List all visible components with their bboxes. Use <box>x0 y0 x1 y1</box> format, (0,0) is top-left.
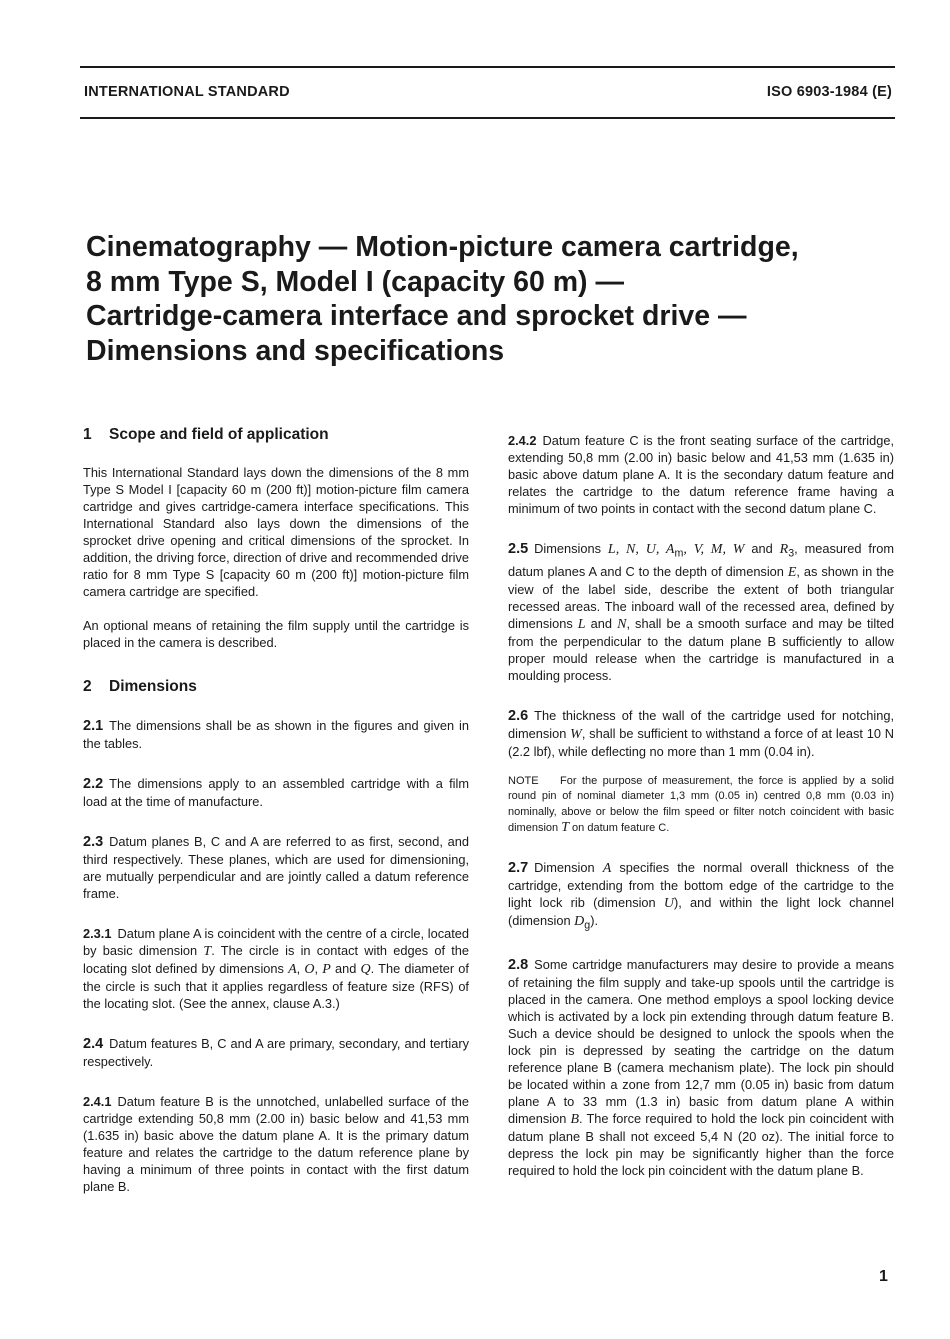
clause-2-5: 2.5 Dimensions L, N, U, $A_m$, V, M, W and $R_3$, measured from datum planes A and C to the depth of dimension E, as shown in the view of the label side, describe the extent of both triangular recessed areas. The inboard wall of the recessed area, defined by dimensions L and N, shall be a smooth surface and may be tilted from the perpendicular to the datum plane B sufficiently to allow proper mould release when the cartridge is manufactured in a moulding process. <box>508 541 894 683</box>
section-1-paragraph: This International Standard lays down the dimensions of the 8 mm Type S Model I [capacity 60 m (200 ft)] motion-picture film camera cartridge and gives cartridge-camera interface specifications. This International Standard also lays down the dimensions of the sprocket drive opening and critical dimensions of the sprocket. In addition, the driving force, direction of drive and recommended drive ratio for 8 mm Type S [capacity 60 m (200 ft)] motion-picture film camera cartridge are specified. <box>83 465 469 599</box>
left-column <box>83 425 469 1195</box>
page-number: 1 <box>879 1268 888 1285</box>
clause-2-7: 2.7 Dimension A specifies the normal overall thickness of the cartridge, extending from the bottom edge of the cartridge to the light lock rib (dimension U), and within the light lock channel (dimension $D_g$). <box>508 859 894 932</box>
title-line: 8 mm Type S, Model I (capacity 60 m) — <box>86 265 624 298</box>
clause-2-1: 2.1 The dimensions shall be as shown in the figures and given in the tables. <box>83 718 469 751</box>
clause-2-6: 2.6 The thickness of the wall of the cartridge used for notching, dimension W, shall be sufficient to withstand a force of at least 10 N (2.2 lbf), while deflecting no more than 1 mm (0.04 in). <box>508 707 894 759</box>
clause-2-3: 2.3 Datum planes B, C and A are referred to as first, second, and third respectively. These planes, which are used for dimensioning, are mutually perpendicular and are jointly called a datum reference frame. <box>83 834 469 901</box>
clause-2-4: 2.4 Datum features B, C and A are primary, secondary, and tertiary respectively. <box>83 1036 469 1069</box>
clause-2-4-2: 2.4.2 Datum feature C is the front seating surface of the cartridge, extending 50,8 mm (2.00 in) basic below and 41,53 mm (1.635 in) basic above datum plane A. It is the secondary datum feature and relates the cartridge to the datum reference frame having a minimum of two points in contact with the second datum plane C. <box>508 433 894 516</box>
header-rule-top <box>80 66 895 68</box>
header-document-id: ISO 6903-1984 (E) <box>766 84 892 100</box>
clause-2-3-1: 2.3.1 Datum plane A is coincident with the centre of a circle, located by basic dimension T. The circle is in contact with edges of the locating slot defined by dimensions A, O, P and Q. The diameter of the circle is such that it applies regardless of feature size (RFS) of the locating slot. (See the annex, clause A.3.) <box>83 926 470 1011</box>
right-column <box>508 432 894 1179</box>
header-standard-label: INTERNATIONAL STANDARD <box>84 84 290 100</box>
section-2-heading: 2 Dimensions <box>83 678 197 695</box>
title-line: Dimensions and specifications <box>86 334 505 367</box>
clause-2-2: 2.2 The dimensions apply to an assembled cartridge with a film load at the time of manufacture. <box>83 776 469 809</box>
note: NOTE For the purpose of measurement, the force is applied by a solid round pin of nominal diameter 1,3 mm (0.05 in) centred 0,8 mm (0.03 in) nominally, above or below the film speed or filter notch coincident with basic dimension T on datum feature C. <box>508 774 894 836</box>
clause-2-4-1: 2.4.1 Datum feature B is the unnotched, unlabelled surface of the cartridge extending 50,8 mm (2.00 in) basic below and 41,53 mm (1.635 in) basic above the datum plane A. It is the primary datum feature and relates the cartridge to the datum reference plane by having a minimum of three points in contact with the first datum plane B. <box>83 1094 469 1194</box>
section-1-paragraph: An optional means of retaining the film supply until the cartridge is placed in the camera is described. <box>83 618 469 650</box>
title-line: Cartridge-camera interface and sprocket drive — <box>86 300 747 332</box>
clause-2-8: 2.8 Some cartridge manufacturers may desire to provide a means of retaining the film supply and take-up spools until the cartridge is placed in the camera. One method employs a spool locking device which is activated by a lock pin extending through datum feature B. Such a device should be designed to unlock the spools when the lock pin is depressed by seating the cartridge on the datum reference plane B (camera mechanism plate). The lock pin should be located within a zone from 12,7 mm (0.05 in) basic from datum plane A to 33 mm (1.3 in) basic from datum plane A within dimension B. The force required to hold the lock pin coincident with datum plane B shall not exceed 5,4 N (20 oz). The initial force to depress the lock pin may be significantly higher than the force required to hold the lock pin coincident with the datum plane B. <box>508 957 894 1179</box>
document-title <box>86 230 896 368</box>
section-1-heading: 1 Scope and field of application <box>83 426 329 443</box>
title-line: Cinematography — Motion-picture camera cartridge, <box>86 231 799 263</box>
header-rule-bottom <box>80 117 895 119</box>
